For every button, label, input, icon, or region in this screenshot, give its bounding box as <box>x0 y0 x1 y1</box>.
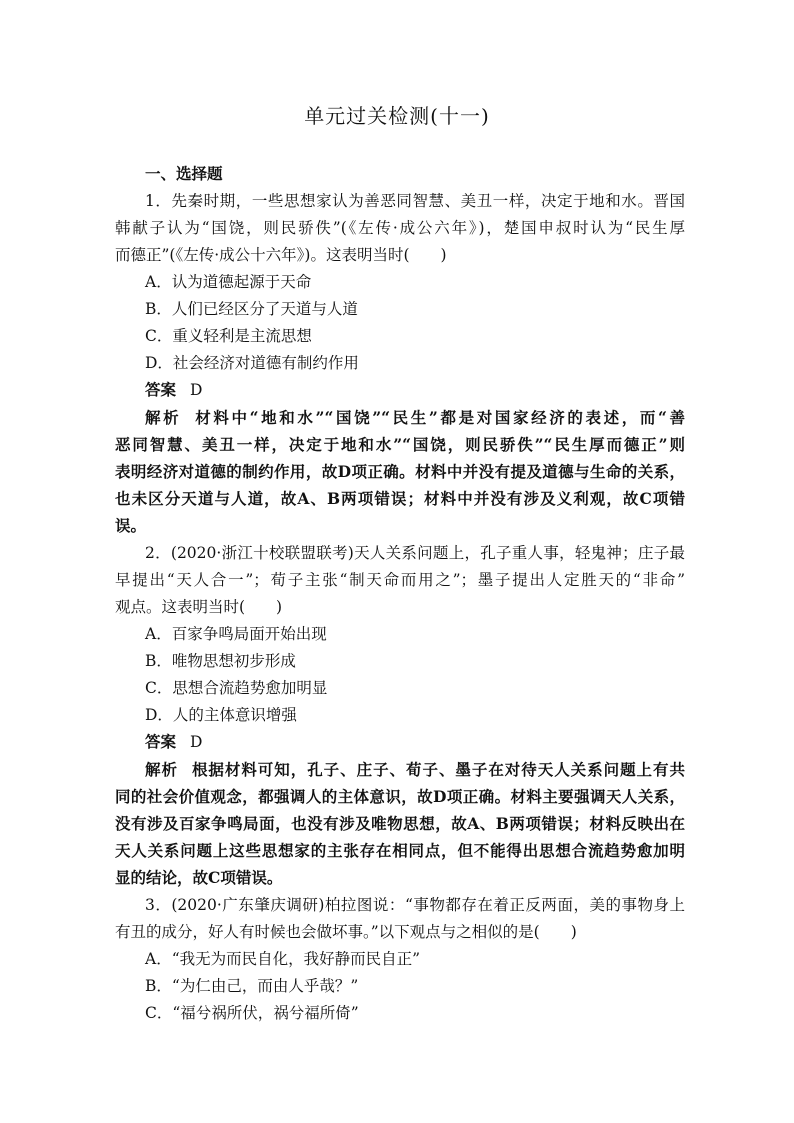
q2-answer <box>145 732 715 752</box>
q2-analysis-label: 解析 <box>145 760 178 779</box>
q1-option-d: D．社会经济对道德有制约作用 <box>145 354 359 372</box>
q2-option-b: B．唯物思想初步形成 <box>145 652 296 670</box>
q3-option-c: C．“福兮祸所伏，祸兮福所倚” <box>145 1004 359 1022</box>
q1-stem-line-2: 韩献子认为“国饶，则民骄佚”(《左传·成公六年》)，楚国申叔时认为“民生厚 <box>115 219 685 237</box>
q1-option-b: B．人们已经区分了天道与人道 <box>145 300 358 318</box>
q1-option-a: A．认为道德起源于天命 <box>145 273 312 291</box>
q2-option-a: A．百家争鸣局面开始出现 <box>145 625 327 643</box>
q1-analysis-text-1: 材料中“地和水”“国饶”“民生”都是对国家经济的表述，而“善 <box>195 408 685 427</box>
q2-option-c: C．思想合流趋势愈加明显 <box>145 679 328 697</box>
q2-analysis-line-4: 天人关系问题上这些思想家的主张存在相同点，但不能得出思想合流趋势愈加明 <box>115 841 685 860</box>
q2-stem-line-1: 2．(2020·浙江十校联盟联考)天人关系问题上，孔子重人事，轻鬼神；庄子最 <box>145 544 685 562</box>
q2-option-d: D．人的主体意识增强 <box>145 706 297 724</box>
q3-stem-line-2: 有丑的成分，好人有时候也会做坏事。”以下观点与之相似的是( ) <box>115 923 577 941</box>
section-heading: 一、选择题 <box>145 164 223 183</box>
q3-option-b: B．“为仁由己，而由人乎哉？” <box>145 977 359 995</box>
q2-stem-line-3: 观点。这表明当时( ) <box>115 598 283 616</box>
q2-answer-label: 答案 <box>145 732 177 751</box>
q2-analysis-line-5: 显的结论，故C项错误。 <box>115 868 283 887</box>
q1-analysis-line-2: 恶同智慧、美丑一样，决定于地和水”“国饶，则民骄佚”“民生厚而德正”则 <box>115 435 685 454</box>
q3-option-a: A．“我无为而民自化，我好静而民自正” <box>145 950 421 968</box>
q1-answer-label: 答案 <box>145 380 177 399</box>
q2-analysis-line-1 <box>145 760 685 780</box>
q1-stem-line-3: 而德正”(《左传·成公十六年》)。这表明当时( ) <box>115 246 447 264</box>
q2-analysis-line-3: 没有涉及百家争鸣局面，也没有涉及唯物思想，故A、B两项错误；材料反映出在 <box>115 814 685 833</box>
q2-stem-line-2: 早提出“天人合一”；荀子主张“制天命而用之”；墨子提出人定胜天的“非命” <box>115 571 685 589</box>
q2-answer-value: D <box>190 733 203 751</box>
q1-analysis-line-4: 也未区分天道与人道，故A、B两项错误；材料中并没有涉及义利观，故C项错 <box>115 489 685 508</box>
page-title: 单元过关检测(十一) <box>304 104 490 128</box>
q1-analysis-line-1 <box>145 408 685 428</box>
q1-option-c: C．重义轻利是主流思想 <box>145 327 312 345</box>
q1-analysis-label: 解析 <box>145 408 182 427</box>
q2-analysis-line-2: 同的社会价值观念，都强调人的主体意识，故D项正确。材料主要强调天人关系， <box>115 787 685 806</box>
q1-stem-line-1: 1．先秦时期，一些思想家认为善恶同智慧、美丑一样，决定于地和水。晋国 <box>145 192 685 210</box>
q2-analysis-text-1: 根据材料可知，孔子、庄子、荀子、墨子在对待天人关系问题上有共 <box>191 760 685 779</box>
q3-stem-line-1: 3．(2020·广东肇庆调研)柏拉图说：“事物都存在着正反两面，美的事物身上 <box>145 896 685 914</box>
q1-analysis-line-5: 误。 <box>115 516 147 535</box>
q1-answer <box>145 380 715 400</box>
q1-answer-value: D <box>190 381 203 399</box>
q1-analysis-line-3: 表明经济对道德的制约作用，故D项正确。材料中并没有提及道德与生命的关系， <box>115 462 685 481</box>
